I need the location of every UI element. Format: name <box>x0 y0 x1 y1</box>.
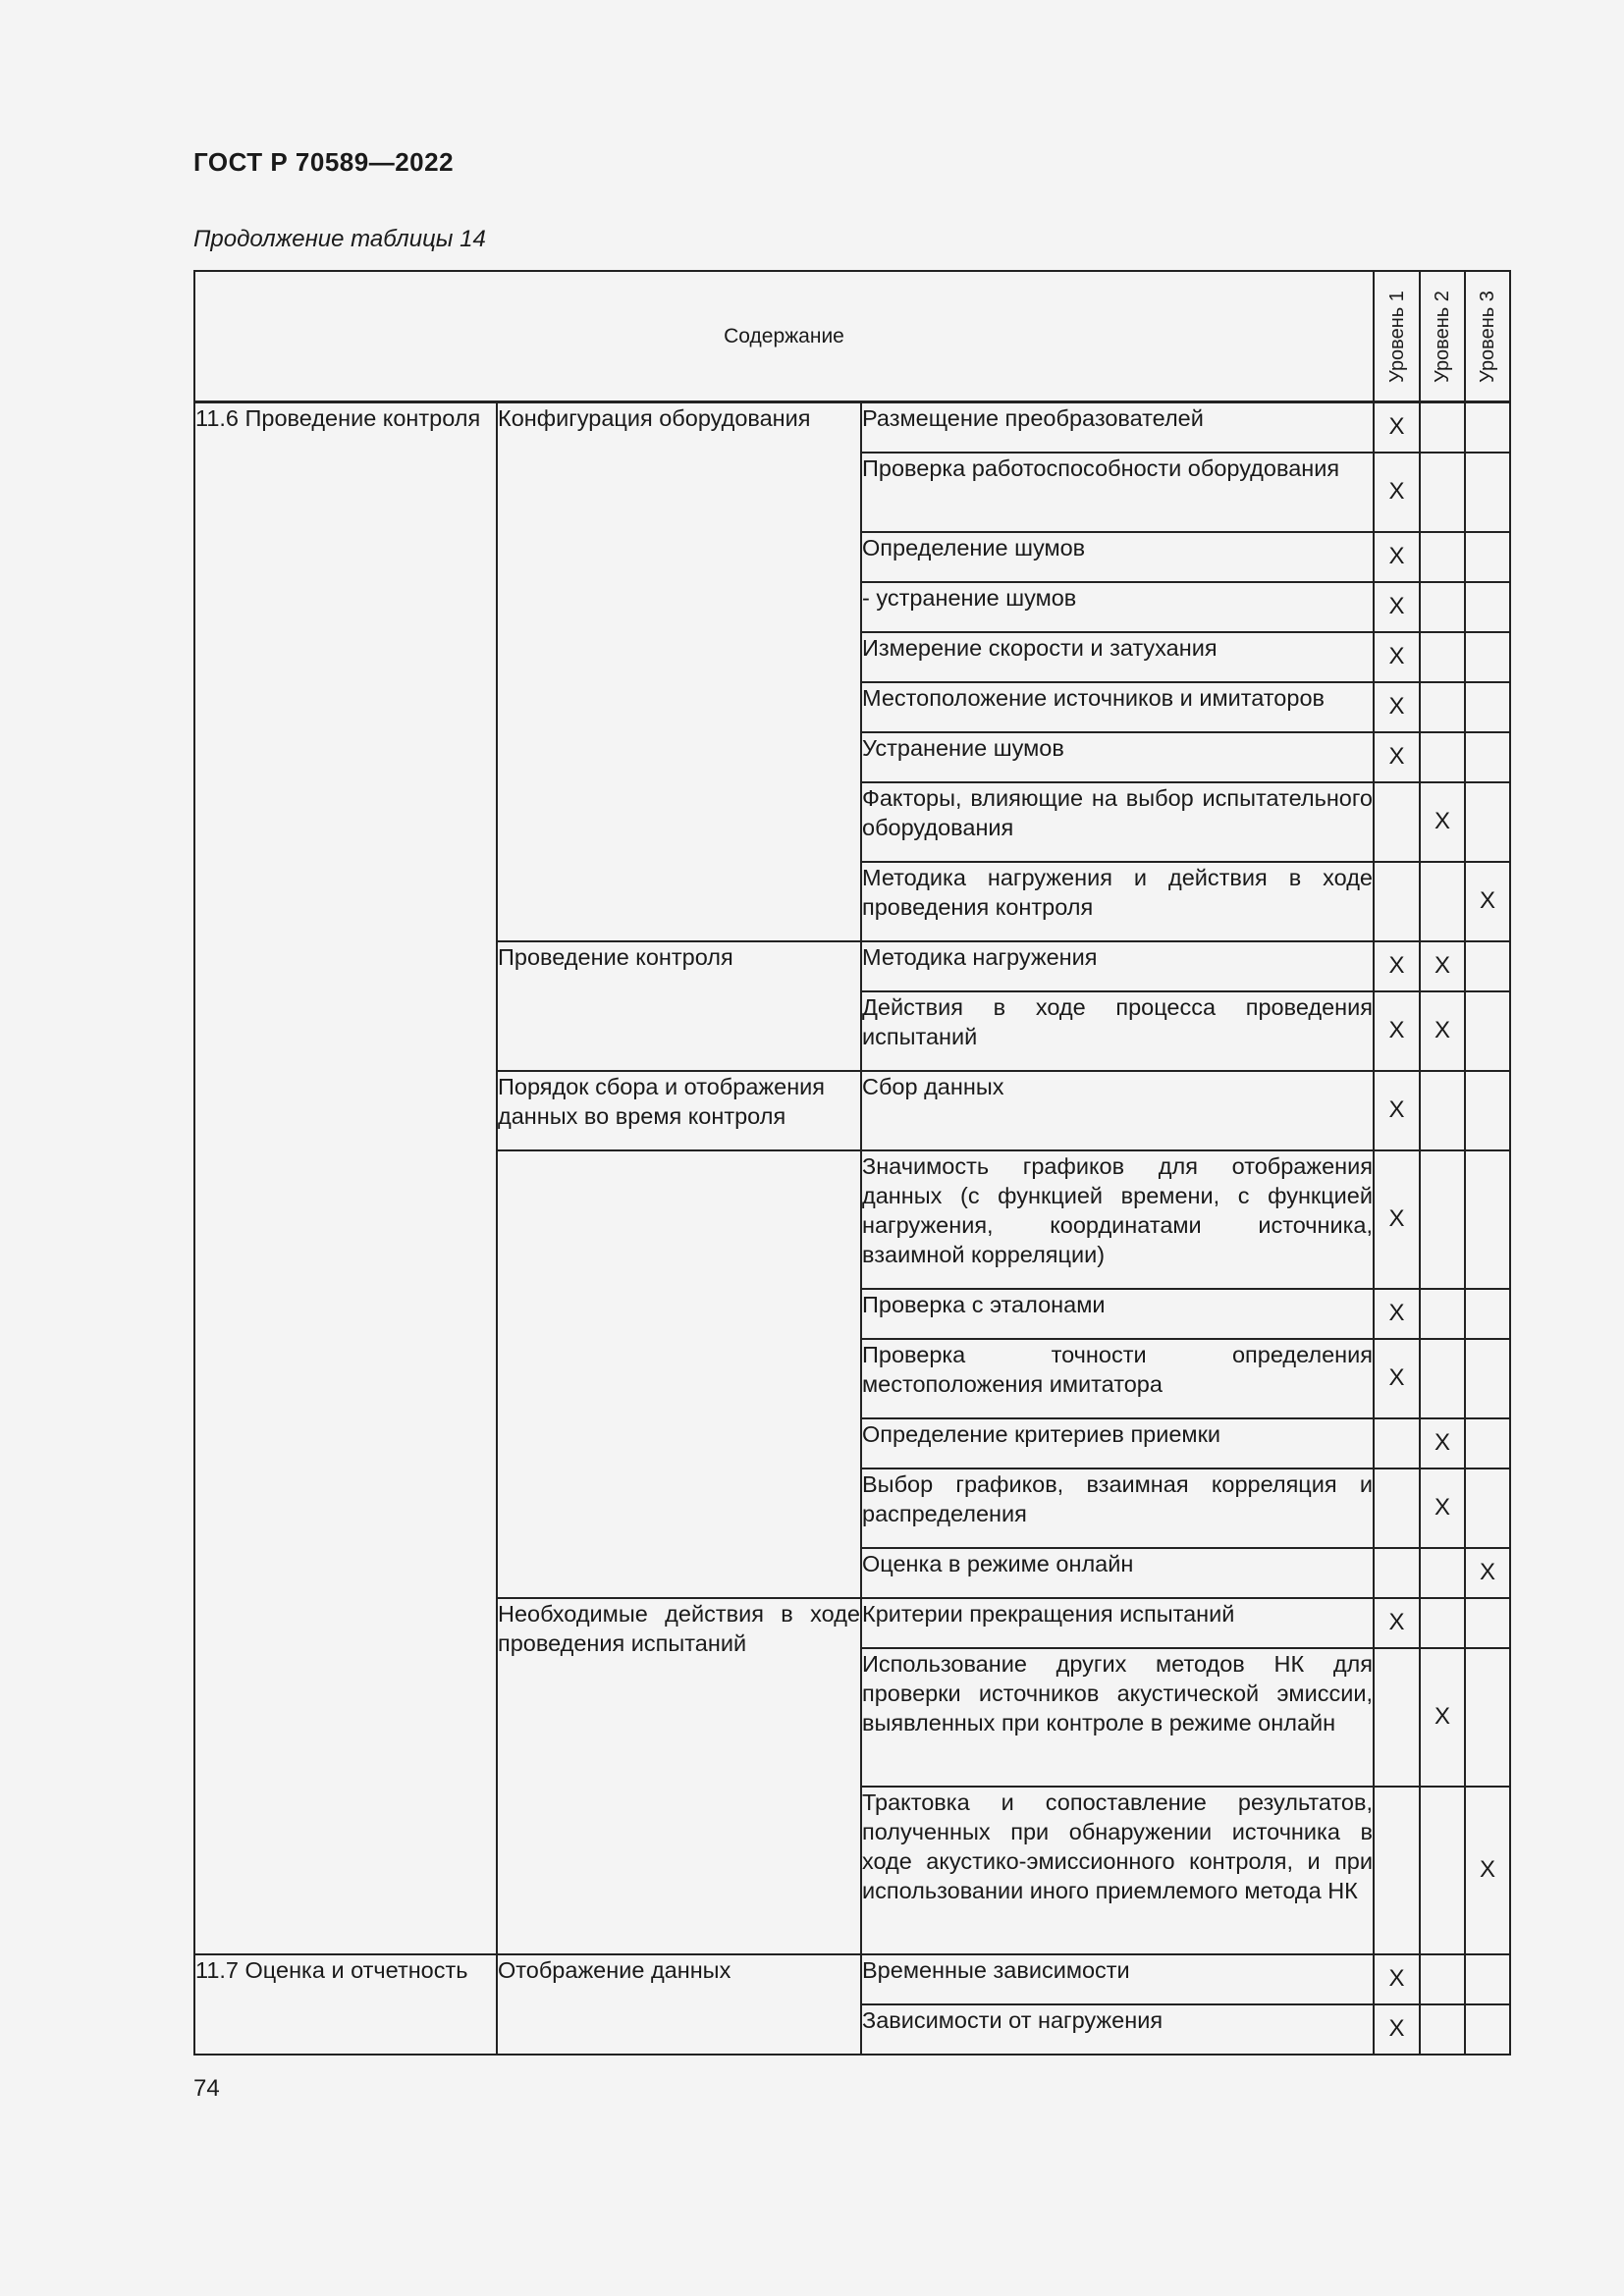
item-cell: Проверка точности определения местоположения имитатора <box>861 1339 1374 1418</box>
level-1-mark: X <box>1374 732 1420 782</box>
level-2-mark <box>1420 732 1465 782</box>
level-2-mark <box>1420 402 1465 453</box>
level-1-mark: X <box>1374 1954 1420 2004</box>
competence-table <box>193 270 1511 2056</box>
level-2-mark: X <box>1420 941 1465 991</box>
column-header-level-2: Уровень 2 <box>1420 271 1465 402</box>
level-3-mark <box>1465 453 1510 532</box>
subsection-cell: Отображение данных <box>497 1954 861 2055</box>
level-1-mark: X <box>1374 991 1420 1071</box>
item-cell: - устранение шумов <box>861 582 1374 632</box>
level-2-mark <box>1420 532 1465 582</box>
level-2-mark: X <box>1420 782 1465 862</box>
subsection-cell-empty <box>497 1150 861 1598</box>
level-2-mark <box>1420 862 1465 941</box>
level-3-mark <box>1465 991 1510 1071</box>
level-2-mark <box>1420 1598 1465 1648</box>
item-cell: Трактовка и сопоставление результатов, полученных при обнаружении источника в ходе акустико-эмиссионного контроля, и при использовании иного приемлемого метода НК <box>861 1787 1374 1954</box>
level-2-mark <box>1420 682 1465 732</box>
item-cell: Местоположение источников и имитаторов <box>861 682 1374 732</box>
page-number: 74 <box>193 2075 220 2102</box>
level-3-mark <box>1465 732 1510 782</box>
item-cell: Устранение шумов <box>861 732 1374 782</box>
section-cell: 11.7 Оценка и отчетность <box>194 1954 497 2055</box>
level-3-mark <box>1465 941 1510 991</box>
level-3-mark: X <box>1465 1548 1510 1598</box>
level-1-mark <box>1374 862 1420 941</box>
level-2-mark: X <box>1420 1418 1465 1468</box>
level-1-mark: X <box>1374 632 1420 682</box>
level-1-mark: X <box>1374 532 1420 582</box>
level-2-mark <box>1420 1339 1465 1418</box>
level-3-mark <box>1465 1339 1510 1418</box>
item-cell: Определение критериев приемки <box>861 1418 1374 1468</box>
column-header-content: Содержание <box>194 271 1374 402</box>
item-cell: Определение шумов <box>861 532 1374 582</box>
level-2-mark: X <box>1420 1648 1465 1787</box>
level-1-mark: X <box>1374 1339 1420 1418</box>
item-cell: Выбор графиков, взаимная корреляция и распределения <box>861 1468 1374 1548</box>
level-1-mark <box>1374 1787 1420 1954</box>
subsection-cell: Конфигурация оборудования <box>497 402 861 941</box>
level-3-mark: X <box>1465 862 1510 941</box>
level-1-mark: X <box>1374 1071 1420 1150</box>
section-cell: 11.6 Проведение контроля <box>194 402 497 1954</box>
level-2-mark <box>1420 1954 1465 2004</box>
column-header-level-1: Уровень 1 <box>1374 271 1420 402</box>
level-1-mark <box>1374 1468 1420 1548</box>
document-title: ГОСТ Р 70589—2022 <box>193 147 455 177</box>
level-3-mark <box>1465 1071 1510 1150</box>
level-3-mark <box>1465 1150 1510 1289</box>
level-3-mark <box>1465 1289 1510 1339</box>
level-1-mark: X <box>1374 2004 1420 2055</box>
level-2-mark <box>1420 582 1465 632</box>
level-3-mark <box>1465 782 1510 862</box>
level-2-mark: X <box>1420 991 1465 1071</box>
table-row <box>194 1954 1510 2004</box>
level-1-mark: X <box>1374 1150 1420 1289</box>
level-1-mark <box>1374 1648 1420 1787</box>
level-3-mark <box>1465 582 1510 632</box>
level-3-mark <box>1465 1598 1510 1648</box>
table-caption: Продолжение таблицы 14 <box>193 226 486 252</box>
level-2-mark <box>1420 1289 1465 1339</box>
table-row <box>194 402 1510 453</box>
level-1-mark: X <box>1374 682 1420 732</box>
level-2-mark <box>1420 1787 1465 1954</box>
level-2-mark <box>1420 1150 1465 1289</box>
level-3-mark <box>1465 1468 1510 1548</box>
level-3-mark <box>1465 632 1510 682</box>
level-1-mark <box>1374 782 1420 862</box>
level-1-mark: X <box>1374 1289 1420 1339</box>
table-header-row <box>194 271 1510 402</box>
item-cell: Размещение преобразователей <box>861 402 1374 453</box>
item-cell: Зависимости от нагружения <box>861 2004 1374 2055</box>
subsection-cell: Необходимые действия в ходе проведения испытаний <box>497 1598 861 1954</box>
level-2-mark <box>1420 453 1465 532</box>
level-1-mark: X <box>1374 453 1420 532</box>
level-3-mark <box>1465 402 1510 453</box>
item-cell: Использование других методов НК для проверки источников акустической эмиссии, выявленных при контроле в режиме онлайн <box>861 1648 1374 1787</box>
item-cell: Временные зависимости <box>861 1954 1374 2004</box>
item-cell: Действия в ходе процесса проведения испытаний <box>861 991 1374 1071</box>
item-cell: Проверка работоспособности оборудования <box>861 453 1374 532</box>
level-2-mark <box>1420 632 1465 682</box>
subsection-cell: Проведение контроля <box>497 941 861 1071</box>
subsection-cell: Порядок сбора и отображения данных во время контроля <box>497 1071 861 1150</box>
item-cell: Измерение скорости и затухания <box>861 632 1374 682</box>
column-header-level-3: Уровень 3 <box>1465 271 1510 402</box>
item-cell: Сбор данных <box>861 1071 1374 1150</box>
level-3-mark <box>1465 2004 1510 2055</box>
level-3-mark: X <box>1465 1787 1510 1954</box>
item-cell: Методика нагружения <box>861 941 1374 991</box>
item-cell: Значимость графиков для отображения данных (с функцией времени, с функцией нагружения, координатами источника, взаимной корреляции) <box>861 1150 1374 1289</box>
level-3-mark <box>1465 1418 1510 1468</box>
item-cell: Проверка с эталонами <box>861 1289 1374 1339</box>
item-cell: Факторы, влияющие на выбор испытательного оборудования <box>861 782 1374 862</box>
level-1-mark: X <box>1374 402 1420 453</box>
level-3-mark <box>1465 1648 1510 1787</box>
level-2-mark <box>1420 2004 1465 2055</box>
level-2-mark <box>1420 1548 1465 1598</box>
level-1-mark <box>1374 1418 1420 1468</box>
level-1-mark: X <box>1374 582 1420 632</box>
level-2-mark: X <box>1420 1468 1465 1548</box>
level-3-mark <box>1465 682 1510 732</box>
item-cell: Методика нагружения и действия в ходе проведения контроля <box>861 862 1374 941</box>
level-1-mark: X <box>1374 1598 1420 1648</box>
level-2-mark <box>1420 1071 1465 1150</box>
level-1-mark: X <box>1374 941 1420 991</box>
item-cell: Критерии прекращения испытаний <box>861 1598 1374 1648</box>
level-3-mark <box>1465 1954 1510 2004</box>
item-cell: Оценка в режиме онлайн <box>861 1548 1374 1598</box>
level-1-mark <box>1374 1548 1420 1598</box>
level-3-mark <box>1465 532 1510 582</box>
